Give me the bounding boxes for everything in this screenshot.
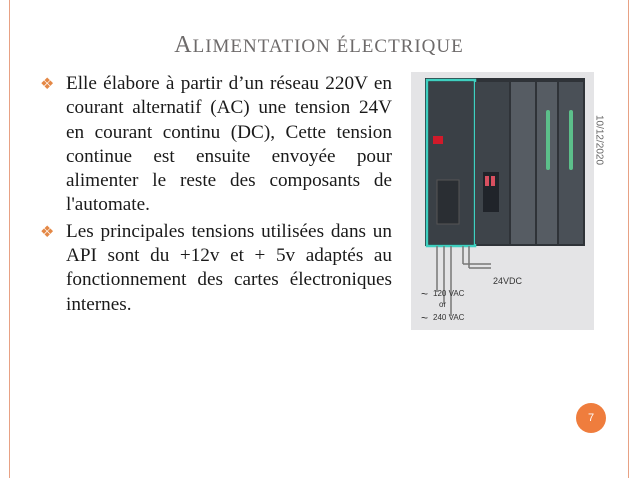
ac-wave-icon: ~	[421, 311, 429, 325]
diamond-bullet-icon: ❖	[40, 76, 55, 93]
io-module	[511, 82, 535, 244]
plc-power-supply-image	[411, 72, 594, 330]
cpu-module	[475, 82, 509, 244]
cpu-led	[485, 176, 489, 186]
io-status-strip	[569, 110, 573, 170]
right-border-line	[628, 0, 629, 478]
diamond-bullet-icon: ❖	[40, 223, 55, 241]
bullet-list	[40, 72, 392, 319]
label-240vac: 240 VAC	[433, 313, 465, 322]
label-24vdc: 24VDC	[493, 276, 523, 286]
page-number: 7	[587, 412, 595, 424]
bullet-text: Les principales tensions utilisées dans un API sont du +12v et + 5v adaptés au fonctionnement des cartes électroniques internes.	[66, 220, 392, 315]
title-rest: LIMENTATION ÉLECTRIQUE	[192, 36, 464, 57]
ac-wave-icon: ~	[421, 287, 429, 301]
label-120vac: 120 VAC	[433, 289, 465, 298]
slide-title	[0, 32, 638, 59]
label-or: or	[439, 300, 447, 309]
psu-terminal-block	[437, 180, 459, 224]
bullet-item	[40, 220, 392, 317]
cpu-led	[491, 176, 495, 186]
slide-date	[584, 100, 614, 180]
bullet-text: Elle élabore à partir d’un réseau 220V en courant alternatif (AC) une tension 24V en courant continu (DC), Cette tension continue est ensuite envoyée pour alimenter le reste des composants de l'automate.	[66, 73, 392, 216]
title-initial: A	[174, 32, 193, 58]
left-border-line	[9, 0, 10, 478]
io-status-strip	[546, 110, 550, 170]
psu-indicator	[433, 136, 443, 144]
bullet-item	[40, 72, 392, 218]
date-text: 10/12/2020	[593, 114, 605, 166]
page-number-badge	[576, 403, 606, 433]
